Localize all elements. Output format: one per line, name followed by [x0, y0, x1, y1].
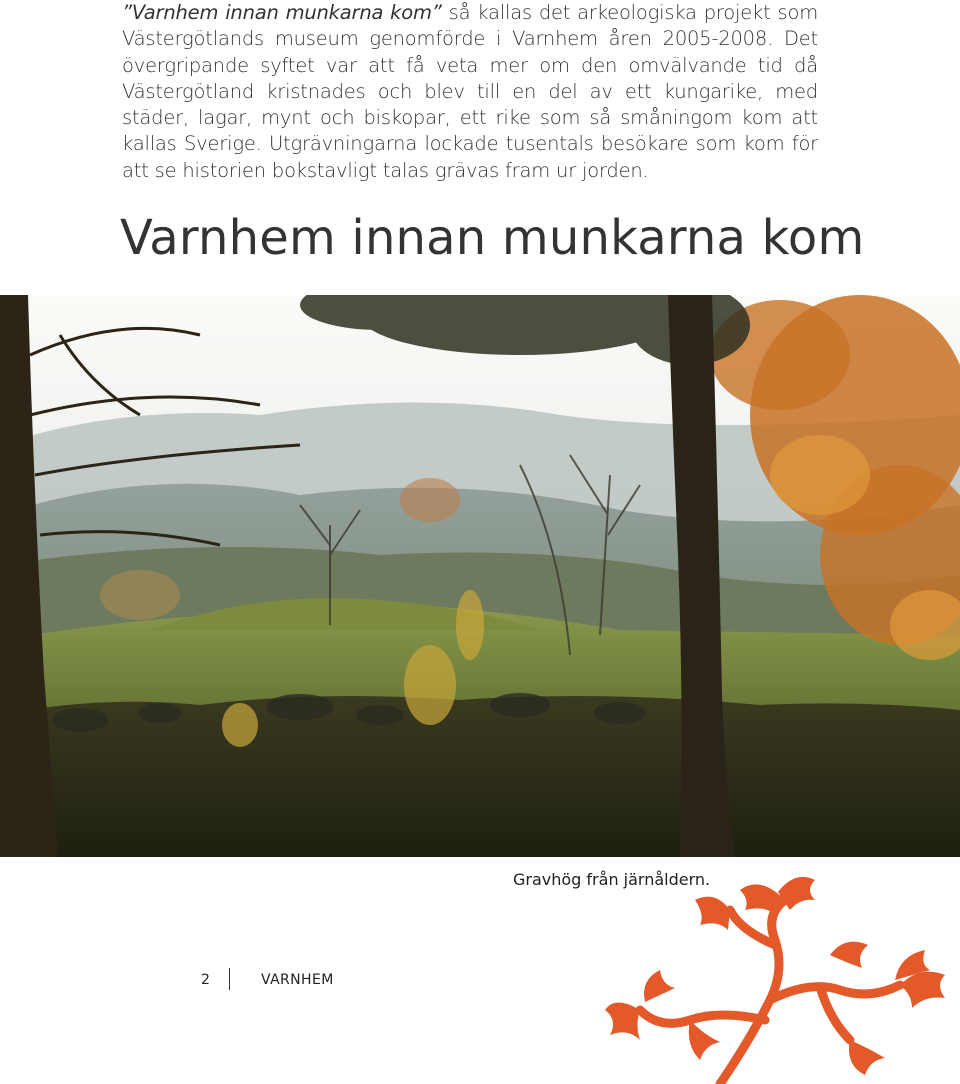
footer-label: VARNHEM: [261, 972, 334, 988]
intro-paragraph: [122, 0, 818, 184]
page-title: Varnhem innan munkarna kom: [120, 210, 865, 266]
intro-text: så kallas det arkeologiska projekt som Västergötlands museum genomförde i Varnhem åren 2005-2008. Det övergripande syftet var att få veta mer om den omvälvande tid då Västergötland kristnades och blev till en del av ett kungarike, med städer, lagar, mynt och biskopar, ett rike som så småningom kom att kallas Sverige. Utgrävningarna lockade tusentals besökare som kom för att se historien bokstavligt talas grävas fram ur jorden.: [122, 1, 818, 182]
intro-quote: ”Varnhem innan munkarna kom”: [122, 1, 442, 24]
page-number: 2: [201, 972, 210, 988]
footer-divider: [229, 968, 230, 990]
vine-ornament-icon: [600, 870, 960, 1084]
photo-caption: Gravhög från järnåldern.: [513, 870, 711, 889]
burial-mound-photo: [0, 295, 960, 857]
